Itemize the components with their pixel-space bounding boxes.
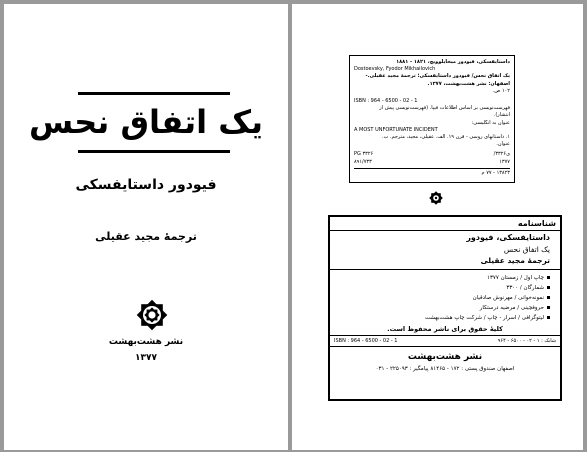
- cip-author: داستایفسکی، فیودور میخایلوویچ، ۱۸۲۱ - ۱۸۸۱: [396, 59, 510, 65]
- bullet-icon: [547, 316, 550, 319]
- shen-detail-item: لیتوگرافی / اسرار - چاپ / شرکت چاپ هشت‌بهشت: [330, 313, 560, 323]
- title-page: [4, 4, 288, 450]
- cip-catalog-box: [349, 55, 515, 183]
- shen-author: داستایفسکی، فیودور: [466, 233, 550, 242]
- copyright-page: [292, 4, 583, 450]
- cip-title: یک اتفاق نحس/ فیودور داستایفسکی؛ ترجمهٔ مجید عقیلی.-: [365, 73, 510, 80]
- shen-detail-item: شمارگان / ۳۳۰۰: [330, 283, 560, 293]
- bullet-icon: [547, 286, 550, 289]
- cip-note-cont: انتشار).: [493, 112, 510, 119]
- publisher-address: اصفهان صندوق پستی : ۱۷۲ - ۸۱۴۶۵ پیامگیر : ۲۲۵۰۹۳ - ۰۳۱: [375, 366, 515, 372]
- isbn-persian: شابک : ۱ - ۰۲ - ۶۵۰۰ - ۹۶۴: [497, 338, 556, 344]
- shen-detail-item: چاپ اول / زمستان ۱۳۷۷: [330, 273, 560, 283]
- cip-class-ddc-number: ۸۹۱/۷۳۳: [354, 158, 372, 165]
- eight-point-star-logo-icon: [134, 297, 170, 333]
- cip-class-lc: PG ۳۳۲۶: [354, 151, 374, 158]
- cip-subject-cont: عنوان.: [496, 141, 510, 148]
- rights-notice: کلیهٔ حقوق برای ناشر محفوظ است.: [387, 325, 503, 333]
- cip-pages: ۱۰۲ ص.: [492, 87, 510, 94]
- eight-point-star-logo-icon: [428, 190, 444, 206]
- bullet-icon: [547, 276, 550, 279]
- cip-subject: ۱. داستانهای روسی - قرن ۱۹. الف. عقیلی، مجید، مترجم. ب.: [382, 134, 510, 141]
- cip-library-number: ۱۳۸۲۳ - ۷۷ م: [481, 169, 510, 176]
- cip-author-latin: Dostoevsky, Fyodor Mikhailovich: [354, 66, 436, 73]
- author-name: فیودور داستایفسکی: [75, 177, 217, 193]
- cip-english-title: A MOST UNFORTUNATE INCIDENT: [354, 126, 438, 133]
- book-title: یک اتفاق نحس: [28, 103, 263, 141]
- shen-publisher: نشر هشت‌بهشت: [407, 352, 483, 362]
- bullet-icon: [547, 306, 550, 309]
- shen-title: یک اتفاق نحس: [503, 245, 550, 254]
- shen-translator: ترجمهٔ مجید عقیلی: [480, 256, 550, 265]
- cip-class-year: ۱۳۷۷: [499, 158, 510, 165]
- translator-name: ترجمهٔ مجید عقیلی: [95, 230, 197, 243]
- title-rule-top: [78, 92, 230, 95]
- isbn-strip: [330, 335, 560, 347]
- bullet-icon: [547, 296, 550, 299]
- shen-detail-item: حروفچینی / مرضیه درستکار: [330, 303, 560, 313]
- shenasnameh-header: شناسنامه: [330, 217, 560, 231]
- cip-imprint: اصفهان: نشر هشت‌بهشت، ۱۳۷۷.: [427, 80, 510, 87]
- cip-classification: [354, 151, 510, 158]
- isbn-latin: ISBN : 964 - 6500 - 02 - 1: [334, 338, 398, 344]
- cip-isbn: ISBN : 964 - 6500 - 02 - 1: [354, 98, 418, 105]
- cip-english-title-label: عنوان به انگلیسی:: [471, 119, 510, 126]
- title-rule-bottom: [78, 150, 230, 153]
- cip-classification-2: [354, 159, 510, 166]
- publish-year: ۱۳۷۷: [135, 353, 157, 363]
- shen-detail-item: نمونه‌خوانی / مهرنوش صادقیان: [330, 293, 560, 303]
- cip-note: فهرست‌نویسی بر اساس اطلاعات فیپا. (فهرست‌نویسی پیش از: [379, 105, 510, 112]
- publisher-name: نشر هشت‌بهشت: [108, 337, 184, 347]
- shenasnameh-box: [328, 215, 562, 401]
- cip-class-ddc: /ی۳۳۲۶: [493, 151, 510, 158]
